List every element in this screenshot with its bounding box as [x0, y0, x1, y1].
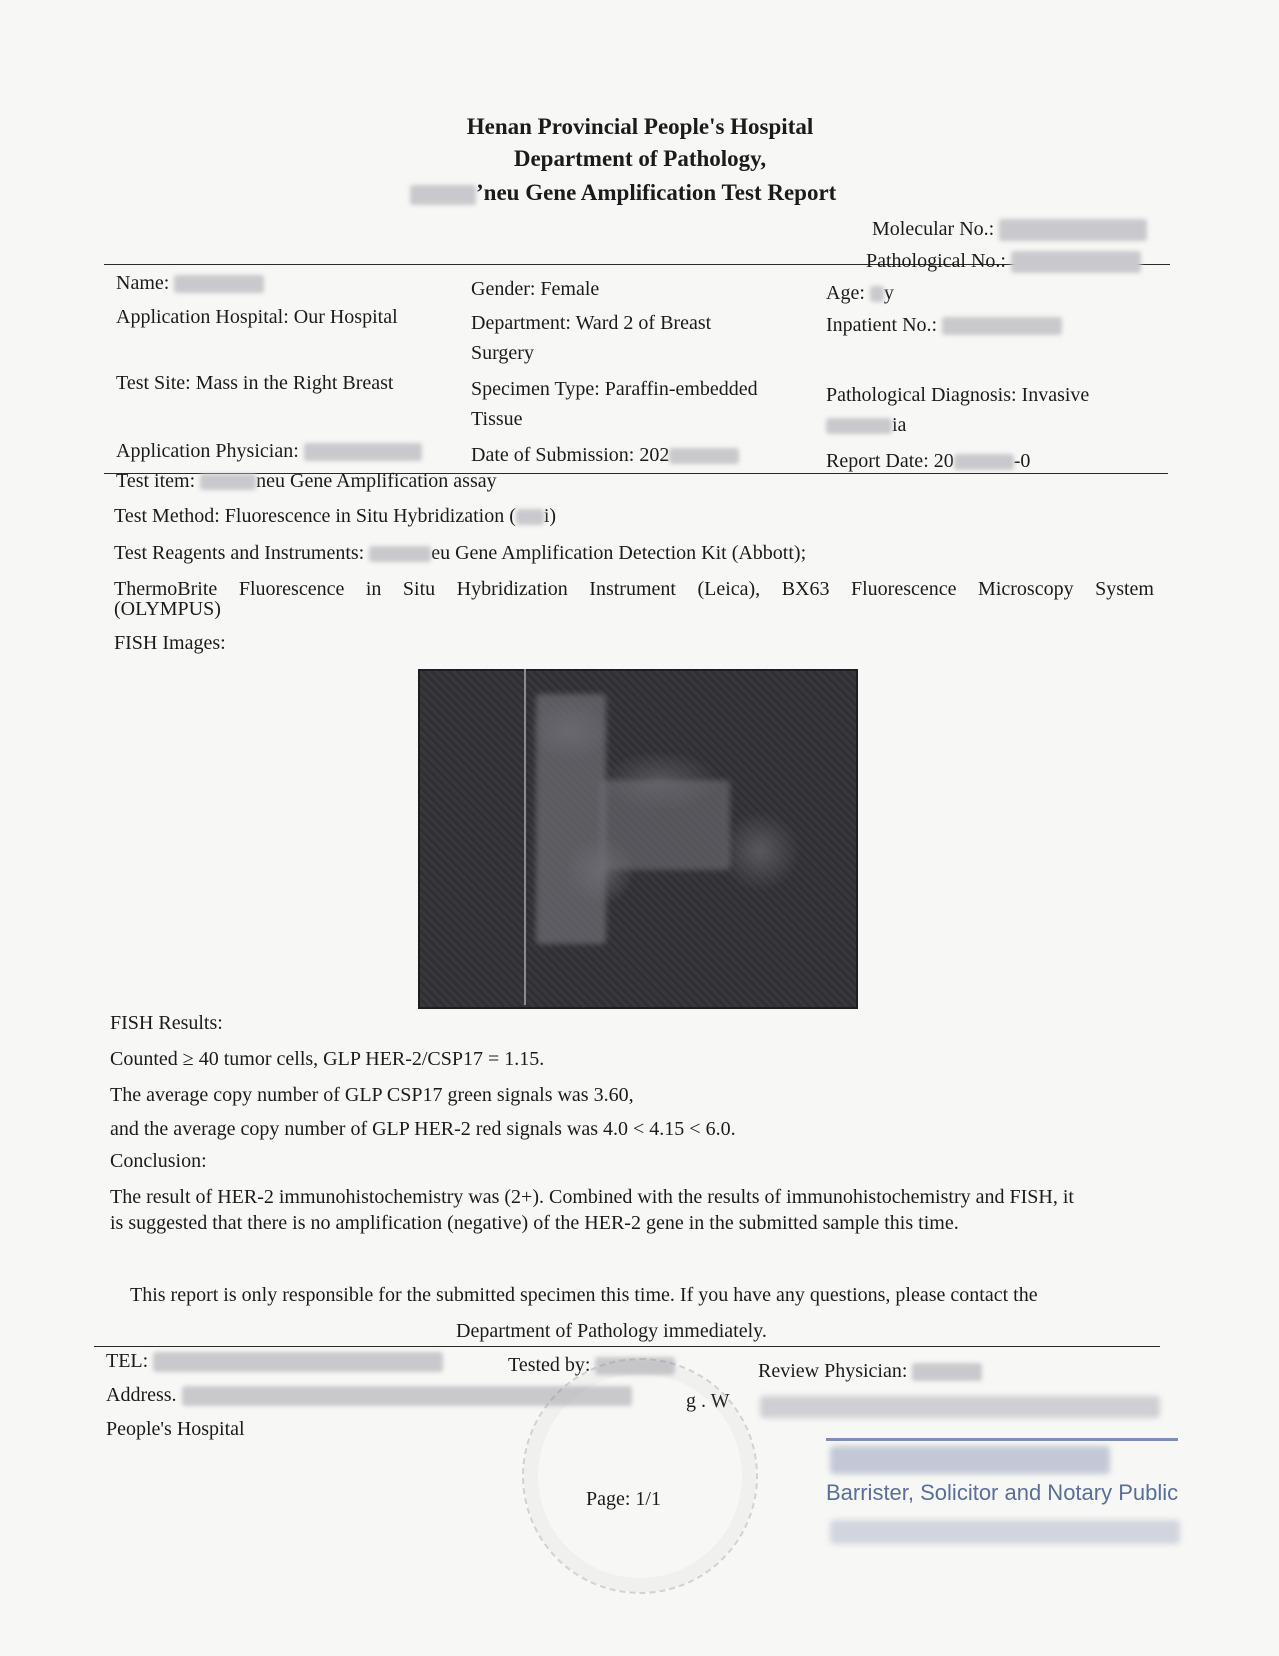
tel: TEL: [106, 1350, 443, 1373]
test-instruments-cont: (OLYMPUS) [114, 598, 221, 620]
application-hospital: Application Hospital: Our Hospital [116, 306, 398, 328]
redacted-block [942, 317, 1062, 335]
redacted-block [536, 694, 606, 944]
fish-images-label: FISH Images: [114, 632, 226, 654]
patient-gender: Gender: Female [471, 278, 600, 300]
test-item: Test item: neu Gene Amplification assay [116, 470, 497, 492]
redacted-block [174, 275, 264, 293]
test-reagents: Test Reagents and Instruments: eu Gene Amplification Detection Kit (Abbott); [114, 542, 807, 564]
redacted-block [830, 1520, 1180, 1544]
report-title: ’neu Gene Amplification Test Report [410, 180, 836, 206]
test-instruments: ThermoBrite Fluorescence in Situ Hybridization Instrument (Leica), BX63 Fluorescence Microscopy System [114, 578, 1154, 600]
molecular-no: Molecular No.: [872, 218, 1147, 241]
inpatient-no: Inpatient No.: [826, 314, 1062, 337]
hospital-title: Henan Provincial People's Hospital [466, 114, 814, 139]
image-seam [524, 669, 526, 1005]
redacted-block [954, 454, 1014, 470]
footer-rule [94, 1346, 1160, 1347]
specimen-type-cont: Tissue [471, 408, 523, 430]
redacted-block [200, 474, 256, 490]
date-of-submission: Date of Submission: 202 [471, 444, 739, 467]
pathological-diagnosis: Pathological Diagnosis: Invasive [826, 384, 1090, 406]
patient-age: Age: y [826, 282, 894, 304]
redacted-block [760, 1396, 1160, 1418]
specimen-type: Specimen Type: Paraffin-embedded [471, 378, 758, 400]
results-line-2: The average copy number of GLP CSP17 green signals was 3.60, [110, 1084, 634, 1106]
redacted-block [410, 185, 476, 205]
redacted-block [999, 219, 1147, 241]
fish-results-label: FISH Results: [110, 1012, 223, 1034]
pathological-no: Pathological No.: [866, 250, 1141, 273]
disclaimer-line-1: This report is only responsible for the submitted specimen this time. If you have any questions, please contact the [130, 1284, 1038, 1306]
conclusion-label: Conclusion: [110, 1150, 207, 1172]
results-line-1: Counted ≥ 40 tumor cells, GLP HER-2/CSP17 = 1.15. [110, 1048, 545, 1070]
patient-name: Name: [116, 272, 264, 295]
redacted-block [1011, 251, 1141, 273]
redacted-block [369, 546, 431, 562]
address-tail: g . W [686, 1390, 730, 1412]
department-title: Department of Pathology, [513, 146, 767, 171]
disclaimer-line-2: Department of Pathology immediately. [456, 1320, 767, 1342]
notary-signature-line [826, 1438, 1178, 1441]
redacted-block [830, 1446, 1110, 1474]
department: Department: Ward 2 of Breast [471, 312, 712, 334]
page-number: Page: 1/1 [586, 1488, 661, 1510]
hospital-name: People's Hospital [106, 1418, 245, 1440]
redacted-block [516, 509, 544, 525]
address: Address. [106, 1384, 632, 1407]
redacted-block [600, 780, 730, 870]
department-cont: Surgery [471, 342, 534, 364]
redacted-block [826, 418, 892, 434]
tested-by: Tested by: [508, 1354, 675, 1377]
seal-stamp [522, 1358, 758, 1594]
conclusion-line-2: is suggested that there is no amplification (negative) of the HER-2 gene in the submitted sample this time. [110, 1212, 959, 1234]
test-site: Test Site: Mass in the Right Breast [116, 372, 394, 394]
report-date: Report Date: 20 -0 [826, 450, 1031, 472]
test-method: Test Method: Fluorescence in Situ Hybridization ( i) [114, 505, 557, 527]
redacted-block [304, 443, 422, 461]
redacted-block [669, 448, 739, 464]
pathological-diagnosis-cont: ia [826, 414, 906, 437]
review-physician: Review Physician: [758, 1360, 982, 1383]
application-physician: Application Physician: [116, 440, 422, 463]
notary-stamp-text: Barrister, Solicitor and Notary Public [826, 1480, 1179, 1505]
redacted-block [870, 286, 884, 302]
redacted-block [153, 1352, 443, 1372]
results-line-3: and the average copy number of GLP HER-2 red signals was 4.0 < 4.15 < 6.0. [110, 1118, 736, 1140]
conclusion-line-1: The result of HER-2 immunohistochemistry was (2+). Combined with the results of immunohistochemistry and FISH, it [110, 1186, 1074, 1208]
redacted-block [912, 1363, 982, 1381]
